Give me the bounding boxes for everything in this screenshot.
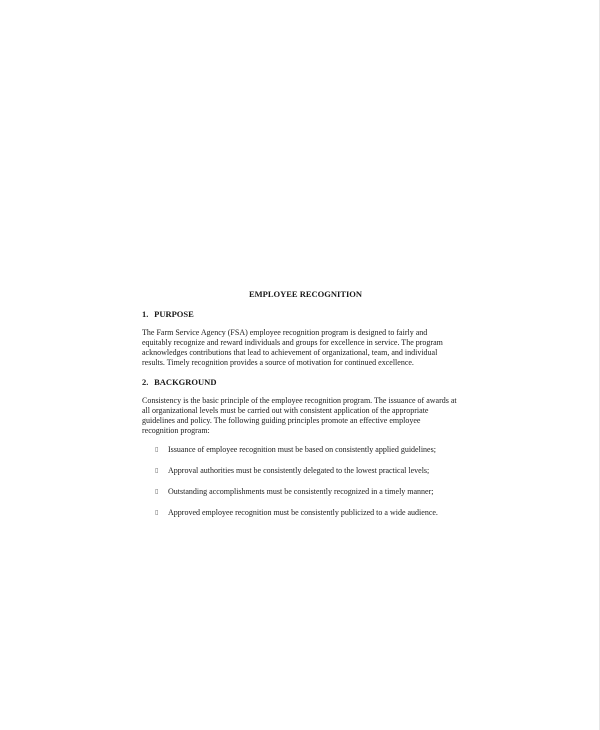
bullet-marker-icon: ▯ [155, 468, 159, 474]
purpose-paragraph: The Farm Service Agency (FSA) employee recognition program is designed to fairly and equitably recognize and reward individuals and groups for excellence in service. The program acknowledges contributions that lead to achievement of organizational, team, and individual results. Timely recognition provides a source of motivation for continued excellence. [142, 328, 443, 367]
list-item [142, 466, 457, 476]
section-title: PURPOSE [154, 309, 194, 319]
list-item [142, 508, 457, 518]
guiding-principles-list [142, 445, 457, 518]
background-paragraph: Consistency is the basic principle of the employee recognition program. The issuance of awards at all organizational levels must be carried out with consistent application of the appropriate guidelines and policy. The following guiding principles promote an effective employee recognition program: [142, 396, 457, 435]
section-title: BACKGROUND [154, 377, 217, 387]
document-body [142, 289, 457, 529]
bullet-marker-icon: ▯ [155, 489, 159, 495]
section-heading-background [142, 377, 457, 387]
bullet-marker-icon: ▯ [155, 447, 159, 453]
list-item-text: Issuance of employee recognition must be based on consistently applied guidelines; [168, 445, 436, 454]
list-item [142, 445, 457, 455]
section-number: 2. [142, 377, 149, 387]
list-item-text: Outstanding accomplishments must be consistently recognized in a timely manner; [168, 487, 434, 496]
list-item-text: Approval authorities must be consistently delegated to the lowest practical levels; [168, 466, 430, 475]
list-item-text: Approved employee recognition must be consistently publicized to a wide audience. [168, 508, 438, 517]
section-heading-purpose [142, 309, 457, 319]
section-number: 1. [142, 309, 149, 319]
document-title: EMPLOYEE RECOGNITION [248, 289, 363, 299]
list-item [142, 487, 457, 497]
bullet-marker-icon: ▯ [155, 510, 159, 516]
